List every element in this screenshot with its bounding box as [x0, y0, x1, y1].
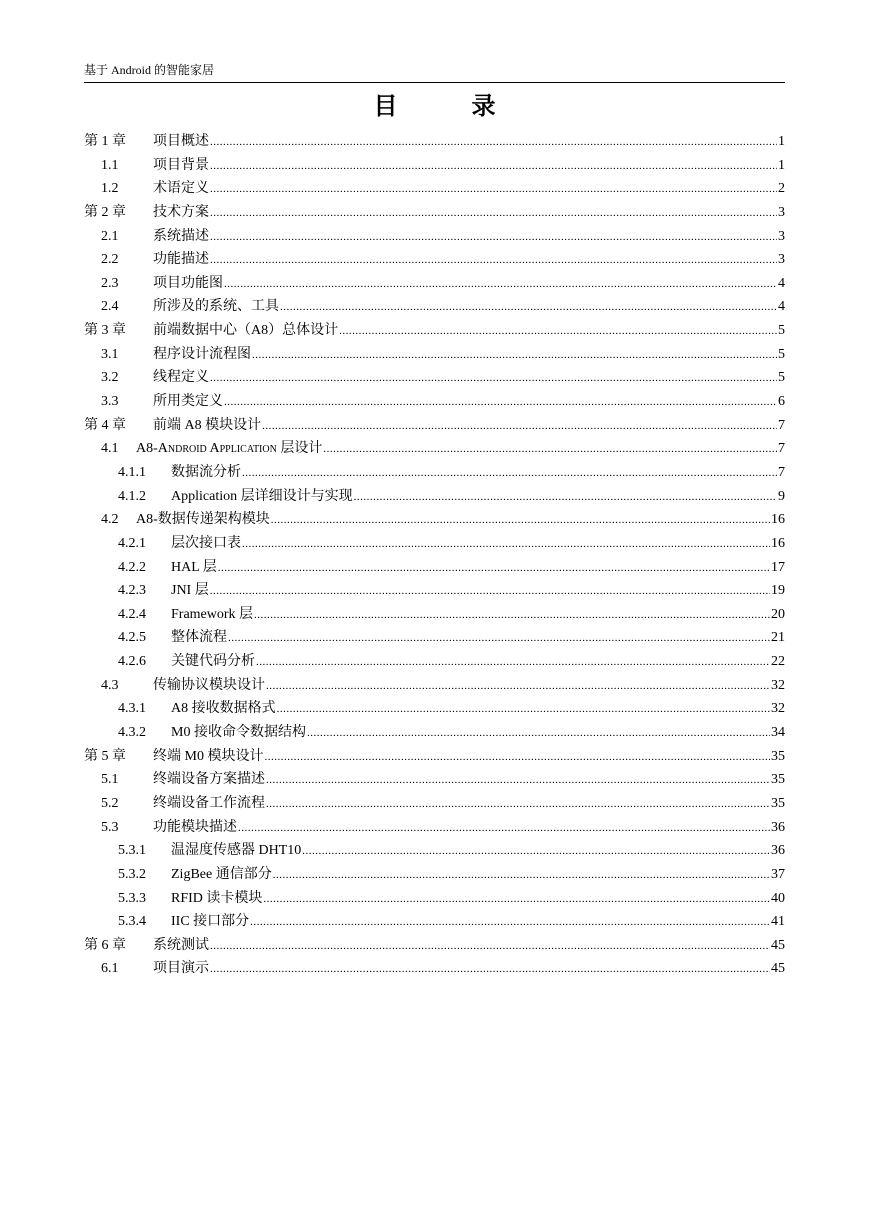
toc-entry-title: 系统描述 [153, 228, 209, 244]
toc-entry-number: 2.2 [101, 252, 119, 268]
toc-leader-dots [252, 347, 777, 363]
toc-entry-page: 16 [771, 512, 785, 528]
toc-entry-page: 4 [778, 299, 785, 315]
toc-leader-dots [263, 891, 770, 907]
toc-entry-page: 19 [771, 583, 785, 599]
toc-entry[interactable] [84, 154, 785, 178]
toc-entry-page: 16 [771, 535, 785, 551]
toc-entry-title: 层次接口表 [171, 535, 241, 551]
toc-leader-dots [242, 465, 777, 481]
toc-leader-dots [238, 820, 770, 836]
toc-entry-number: 2.3 [101, 275, 119, 291]
toc-entry-number: 4.1 [101, 441, 119, 457]
toc-entry[interactable] [84, 650, 785, 674]
toc-entry-page: 1 [778, 157, 785, 173]
toc-entry-number: 4.1.2 [118, 488, 146, 504]
toc-entry-page: 17 [771, 559, 785, 575]
toc-entry[interactable] [84, 130, 785, 154]
toc-entry[interactable] [84, 272, 785, 296]
toc-entry[interactable] [84, 414, 785, 438]
toc-entry-title: 关键代码分析 [171, 654, 255, 670]
toc-entry-title: 项目概述 [153, 134, 209, 149]
toc-entry-number: 5.3.1 [118, 843, 146, 859]
toc-entry[interactable] [84, 910, 785, 934]
toc-leader-dots [277, 701, 770, 717]
toc-entry-page: 3 [778, 204, 785, 220]
toc-entry[interactable] [84, 745, 785, 769]
toc-entry-page: 35 [771, 795, 785, 811]
toc-leader-dots [254, 607, 770, 623]
toc-entry[interactable] [84, 556, 785, 580]
toc-leader-dots [262, 418, 777, 434]
toc-entry[interactable] [84, 887, 785, 911]
toc-leader-dots [280, 299, 777, 315]
toc-entry-title: A8-Android Application 层设计 [136, 441, 323, 457]
toc-entry-title: 所用类定义 [153, 394, 223, 410]
toc-entry[interactable] [84, 201, 785, 225]
toc-entry-title: RFID 读卡模块 [171, 890, 263, 906]
toc-entry-number: 5.1 [101, 772, 119, 788]
toc-leader-dots [256, 654, 770, 670]
toc-entry-page: 37 [771, 866, 785, 882]
toc-entry-page: 1 [778, 134, 785, 149]
toc-leader-dots [323, 441, 777, 457]
toc-leader-dots [264, 749, 770, 765]
toc-leader-dots [271, 512, 770, 528]
toc-entry-page: 35 [771, 772, 785, 788]
toc-entry-title: ZigBee 通信部分 [171, 866, 272, 882]
toc-leader-dots [224, 276, 777, 292]
toc-leader-dots [266, 772, 770, 788]
toc-entry-page: 5 [778, 370, 785, 386]
toc-entry-number: 3.1 [101, 346, 119, 362]
toc-entry-title: 术语定义 [153, 181, 209, 197]
toc-entry-page: 4 [778, 275, 785, 291]
toc-entry-page: 7 [778, 441, 785, 457]
toc-leader-dots [210, 205, 777, 221]
toc-entry-page: 2 [778, 181, 785, 197]
toc-entry-page: 21 [771, 630, 785, 646]
toc-leader-dots [228, 630, 770, 646]
toc-entry-title: 系统测试 [153, 937, 209, 953]
toc-entry-page: 36 [771, 843, 785, 859]
toc-entry-number: 6.1 [101, 961, 119, 977]
toc-entry-number: 第 2 章 [84, 204, 126, 220]
toc-leader-dots [210, 252, 777, 268]
toc-entry-title: 所涉及的系统、工具 [153, 299, 279, 315]
toc-entry-title: 程序设计流程图 [153, 346, 251, 362]
toc-entry[interactable] [84, 343, 785, 367]
toc-entry[interactable] [84, 508, 785, 532]
toc-entry-page: 3 [778, 252, 785, 268]
toc-entry[interactable] [84, 579, 785, 603]
toc-entry-title: 项目背景 [153, 157, 209, 173]
toc-leader-dots [210, 134, 777, 150]
toc-leader-dots [242, 536, 770, 552]
toc-entry-page: 36 [771, 819, 785, 835]
toc-entry-title: 功能模块描述 [153, 819, 237, 835]
toc-entry[interactable] [84, 225, 785, 249]
toc-entry-title: 线程定义 [153, 370, 209, 386]
toc-entry[interactable] [84, 768, 785, 792]
toc-entry[interactable] [84, 366, 785, 390]
toc-leader-dots [218, 560, 770, 576]
toc-leader-dots [210, 229, 777, 245]
toc-entry-number: 1.2 [101, 181, 119, 197]
toc-entry[interactable] [84, 697, 785, 721]
toc-entry-number: 4.2 [101, 512, 119, 528]
toc-entry-page: 35 [771, 748, 785, 764]
running-header-text: 基于 Android 的智能家居 [84, 63, 214, 77]
toc-entry[interactable] [84, 390, 785, 414]
toc-leader-dots [210, 158, 777, 174]
toc-entry-number: 5.3.2 [118, 866, 146, 882]
toc-entry-title: 终端设备工作流程 [153, 795, 265, 811]
toc-entry-number: 5.3.4 [118, 914, 146, 930]
toc-leader-dots [210, 961, 770, 977]
toc-entry-title: Application 层详细设计与实现 [171, 488, 353, 504]
toc-entry-page: 45 [771, 961, 785, 977]
toc-entry-title: 功能描述 [153, 252, 209, 268]
toc-entry[interactable] [84, 319, 785, 343]
title-char-left: 目 [373, 94, 398, 120]
toc-entry-page: 45 [771, 937, 785, 953]
toc-entry-number: 4.2.4 [118, 606, 146, 622]
toc-entry[interactable] [84, 674, 785, 698]
toc-entry-title: 技术方案 [153, 204, 209, 220]
toc-entry-page: 22 [771, 654, 785, 670]
toc-entry[interactable] [84, 863, 785, 887]
toc-entry-page: 32 [771, 701, 785, 717]
toc-entry-number: 3.2 [101, 370, 119, 386]
toc-leader-dots [210, 370, 777, 386]
toc-entry-number: 4.3.1 [118, 701, 146, 717]
toc-entry[interactable] [84, 839, 785, 863]
toc-entry-number: 5.3.3 [118, 890, 146, 906]
toc-entry-number: 4.2.3 [118, 583, 146, 599]
toc-entry-title: IIC 接口部分 [171, 914, 250, 930]
toc-entry-page: 32 [771, 677, 785, 693]
toc-entry-number: 4.3 [101, 677, 119, 693]
toc-leader-dots [266, 678, 770, 694]
toc-entry-title: 终端设备方案描述 [153, 772, 265, 788]
toc-leader-dots [339, 323, 777, 339]
toc-entry[interactable] [84, 603, 785, 627]
toc-entry-number: 4.1.1 [118, 464, 146, 480]
toc-entry-number: 第 1 章 [84, 134, 126, 149]
toc-entry-title: JNI 层 [171, 583, 209, 599]
toc-leader-dots [210, 583, 770, 599]
toc-leader-dots [354, 489, 777, 505]
toc-entry-page: 5 [778, 323, 785, 339]
toc-entry-number: 4.2.5 [118, 630, 146, 646]
toc-entry[interactable] [84, 934, 785, 958]
toc-entry-title: 整体流程 [171, 630, 227, 646]
toc-entry-page: 41 [771, 914, 785, 930]
toc-entry-number: 第 5 章 [84, 748, 126, 764]
toc-entry-number: 第 4 章 [84, 417, 126, 433]
table-of-contents [84, 130, 785, 981]
toc-entry-title: 终端 M0 模块设计 [153, 748, 264, 764]
toc-entry-page: 5 [778, 346, 785, 362]
toc-entry[interactable] [84, 626, 785, 650]
toc-entry-page: 9 [778, 488, 785, 504]
toc-entry-title: 前端数据中心（A8）总体设计 [153, 323, 339, 339]
toc-entry-title: 前端 A8 模块设计 [153, 417, 262, 433]
toc-entry-title: Framework 层 [171, 606, 254, 622]
toc-leader-dots [250, 914, 770, 930]
toc-entry-number: 2.1 [101, 228, 119, 244]
toc-entry-title: 项目功能图 [153, 275, 223, 291]
toc-leader-dots [210, 181, 777, 197]
toc-entry-title: 传输协议模块设计 [153, 677, 265, 693]
toc-entry-number: 第 3 章 [84, 323, 126, 339]
toc-entry-page: 20 [771, 606, 785, 622]
toc-leader-dots [210, 938, 770, 954]
toc-entry-page: 3 [778, 228, 785, 244]
toc-entry-page: 6 [778, 394, 785, 410]
toc-entry-number: 第 6 章 [84, 937, 126, 953]
toc-leader-dots [266, 796, 770, 812]
toc-entry[interactable] [84, 721, 785, 745]
toc-entry[interactable] [84, 437, 785, 461]
toc-entry-number: 5.2 [101, 795, 119, 811]
toc-entry-title: M0 接收命令数据结构 [171, 725, 306, 741]
toc-entry-title: 数据流分析 [171, 464, 241, 480]
toc-entry[interactable] [84, 295, 785, 319]
toc-entry-number: 3.3 [101, 394, 119, 410]
toc-leader-dots [224, 394, 777, 410]
toc-entry-title: HAL 层 [171, 559, 217, 575]
running-header [84, 63, 785, 83]
toc-entry-number: 4.2.6 [118, 654, 146, 670]
toc-leader-dots [302, 843, 770, 859]
toc-entry-number: 5.3 [101, 819, 119, 835]
toc-entry[interactable] [84, 177, 785, 201]
toc-entry-page: 7 [778, 417, 785, 433]
toc-entry[interactable] [84, 248, 785, 272]
title-char-right: 录 [471, 94, 496, 120]
toc-entry-number: 2.4 [101, 299, 119, 315]
toc-entry-title: 温湿度传感器 DHT10 [171, 843, 302, 859]
toc-entry-number: 4.2.2 [118, 559, 146, 575]
toc-entry[interactable] [84, 792, 785, 816]
toc-leader-dots [307, 725, 770, 741]
toc-entry[interactable] [84, 532, 785, 556]
toc-entry-page: 34 [771, 725, 785, 741]
toc-entry[interactable] [84, 816, 785, 840]
toc-entry-title: A8-数据传递架构模块 [136, 512, 270, 528]
page-title [0, 92, 869, 122]
toc-entry-title: 项目演示 [153, 961, 209, 977]
toc-entry-page: 7 [778, 464, 785, 480]
toc-entry-number: 4.3.2 [118, 725, 146, 741]
toc-entry-page: 40 [771, 890, 785, 906]
toc-entry-title: A8 接收数据格式 [171, 701, 276, 717]
toc-leader-dots [273, 867, 770, 883]
toc-entry[interactable] [84, 485, 785, 509]
toc-entry[interactable] [84, 461, 785, 485]
toc-entry-number: 4.2.1 [118, 535, 146, 551]
toc-entry[interactable] [84, 957, 785, 981]
toc-entry-number: 1.1 [101, 157, 119, 173]
